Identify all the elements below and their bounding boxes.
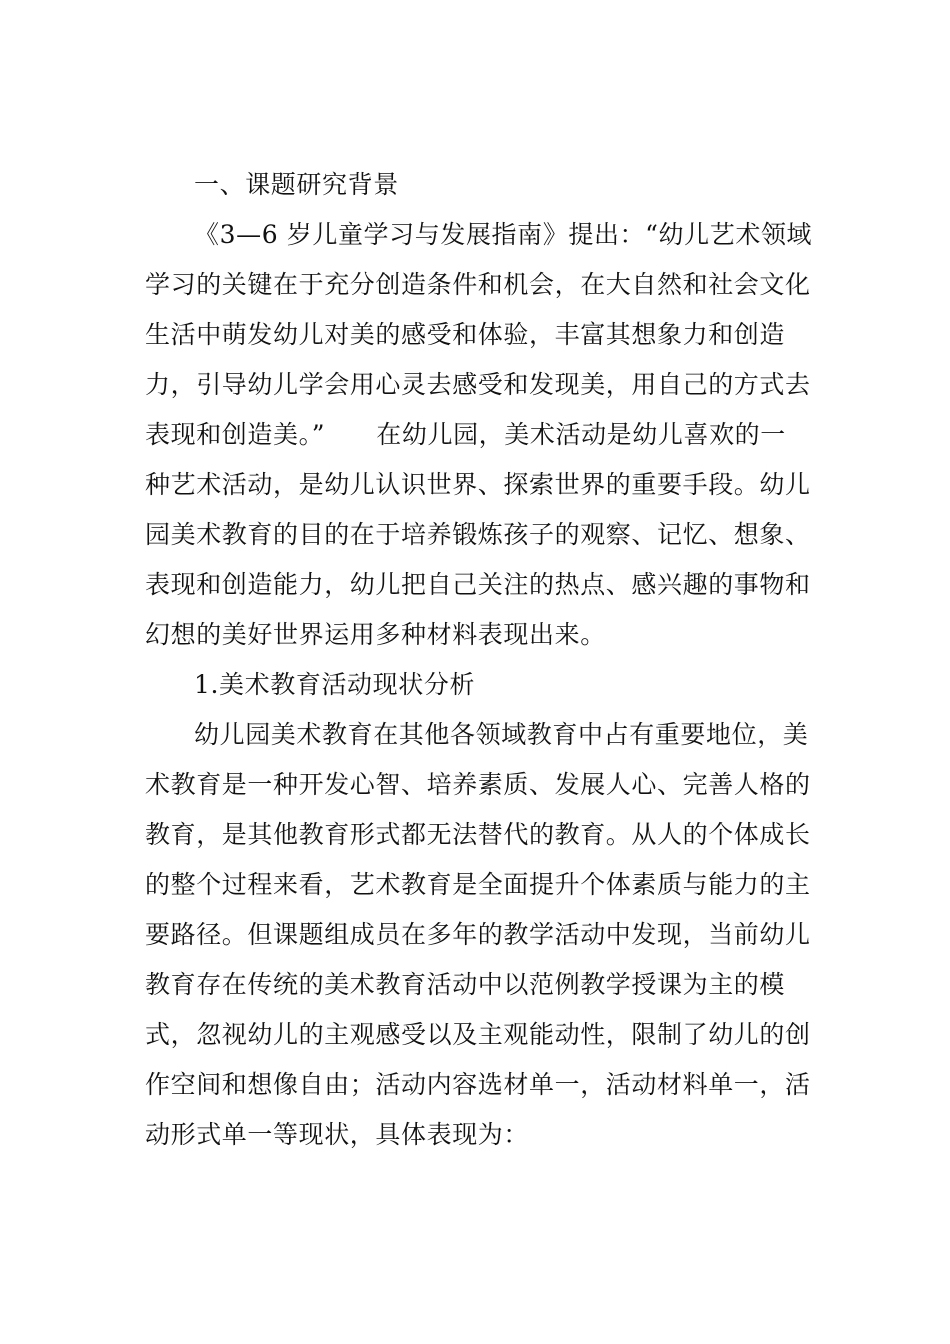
paragraph-line: 教育存在传统的美术教育活动中以范例教学授课为主的模 — [145, 970, 786, 999]
paragraph-line: 要路径。但课题组成员在多年的教学活动中发现，当前幼儿 — [145, 920, 811, 949]
paragraph-line: 力，引导幼儿学会用心灵去感受和发现美，用自己的方式去 — [145, 370, 811, 399]
paragraph-line: 园美术教育的目的在于培养锻炼孩子的观察、记忆、想象、 — [145, 520, 811, 549]
paragraph-line: 作空间和想像自由；活动内容选材单一，活动材料单一，活 — [145, 1070, 811, 1099]
paragraph-line: 教育，是其他教育形式都无法替代的教育。从人的个体成长 — [145, 820, 811, 849]
subsection-heading: 1.美术教育活动现状分析 — [194, 670, 476, 699]
paragraph-line: 幻想的美好世界运用多种材料表现出来。 — [145, 620, 606, 649]
paragraph-line: 动形式单一等现状，具体表现为： — [145, 1120, 530, 1149]
paragraph-line: 种艺术活动，是幼儿认识世界、探索世界的重要手段。幼儿 — [145, 470, 811, 499]
paragraph-line: 的整个过程来看，艺术教育是全面提升个体素质与能力的主 — [145, 870, 811, 899]
paragraph-line: 生活中萌发幼儿对美的感受和体验，丰富其想象力和创造 — [145, 320, 786, 349]
paragraph-line: 《3—6 岁儿童学习与发展指南》提出：“幼儿艺术领域 — [194, 220, 813, 249]
paragraph-line: 式，忽视幼儿的主观感受以及主观能动性，限制了幼儿的创 — [145, 1020, 811, 1049]
paragraph-line: 术教育是一种开发心智、培养素质、发展人心、完善人格的 — [145, 770, 811, 799]
section-heading: 一、课题研究背景 — [194, 170, 399, 199]
paragraph-line: 表现和创造能力，幼儿把自己关注的热点、感兴趣的事物和 — [145, 570, 811, 599]
paragraph-line: 表现和创造美。” 在幼儿园，美术活动是幼儿喜欢的一 — [145, 420, 786, 449]
paragraph-line: 学习的关键在于充分创造条件和机会，在大自然和社会文化 — [145, 270, 811, 299]
paragraph-line: 幼儿园美术教育在其他各领域教育中占有重要地位，美 — [194, 720, 809, 749]
